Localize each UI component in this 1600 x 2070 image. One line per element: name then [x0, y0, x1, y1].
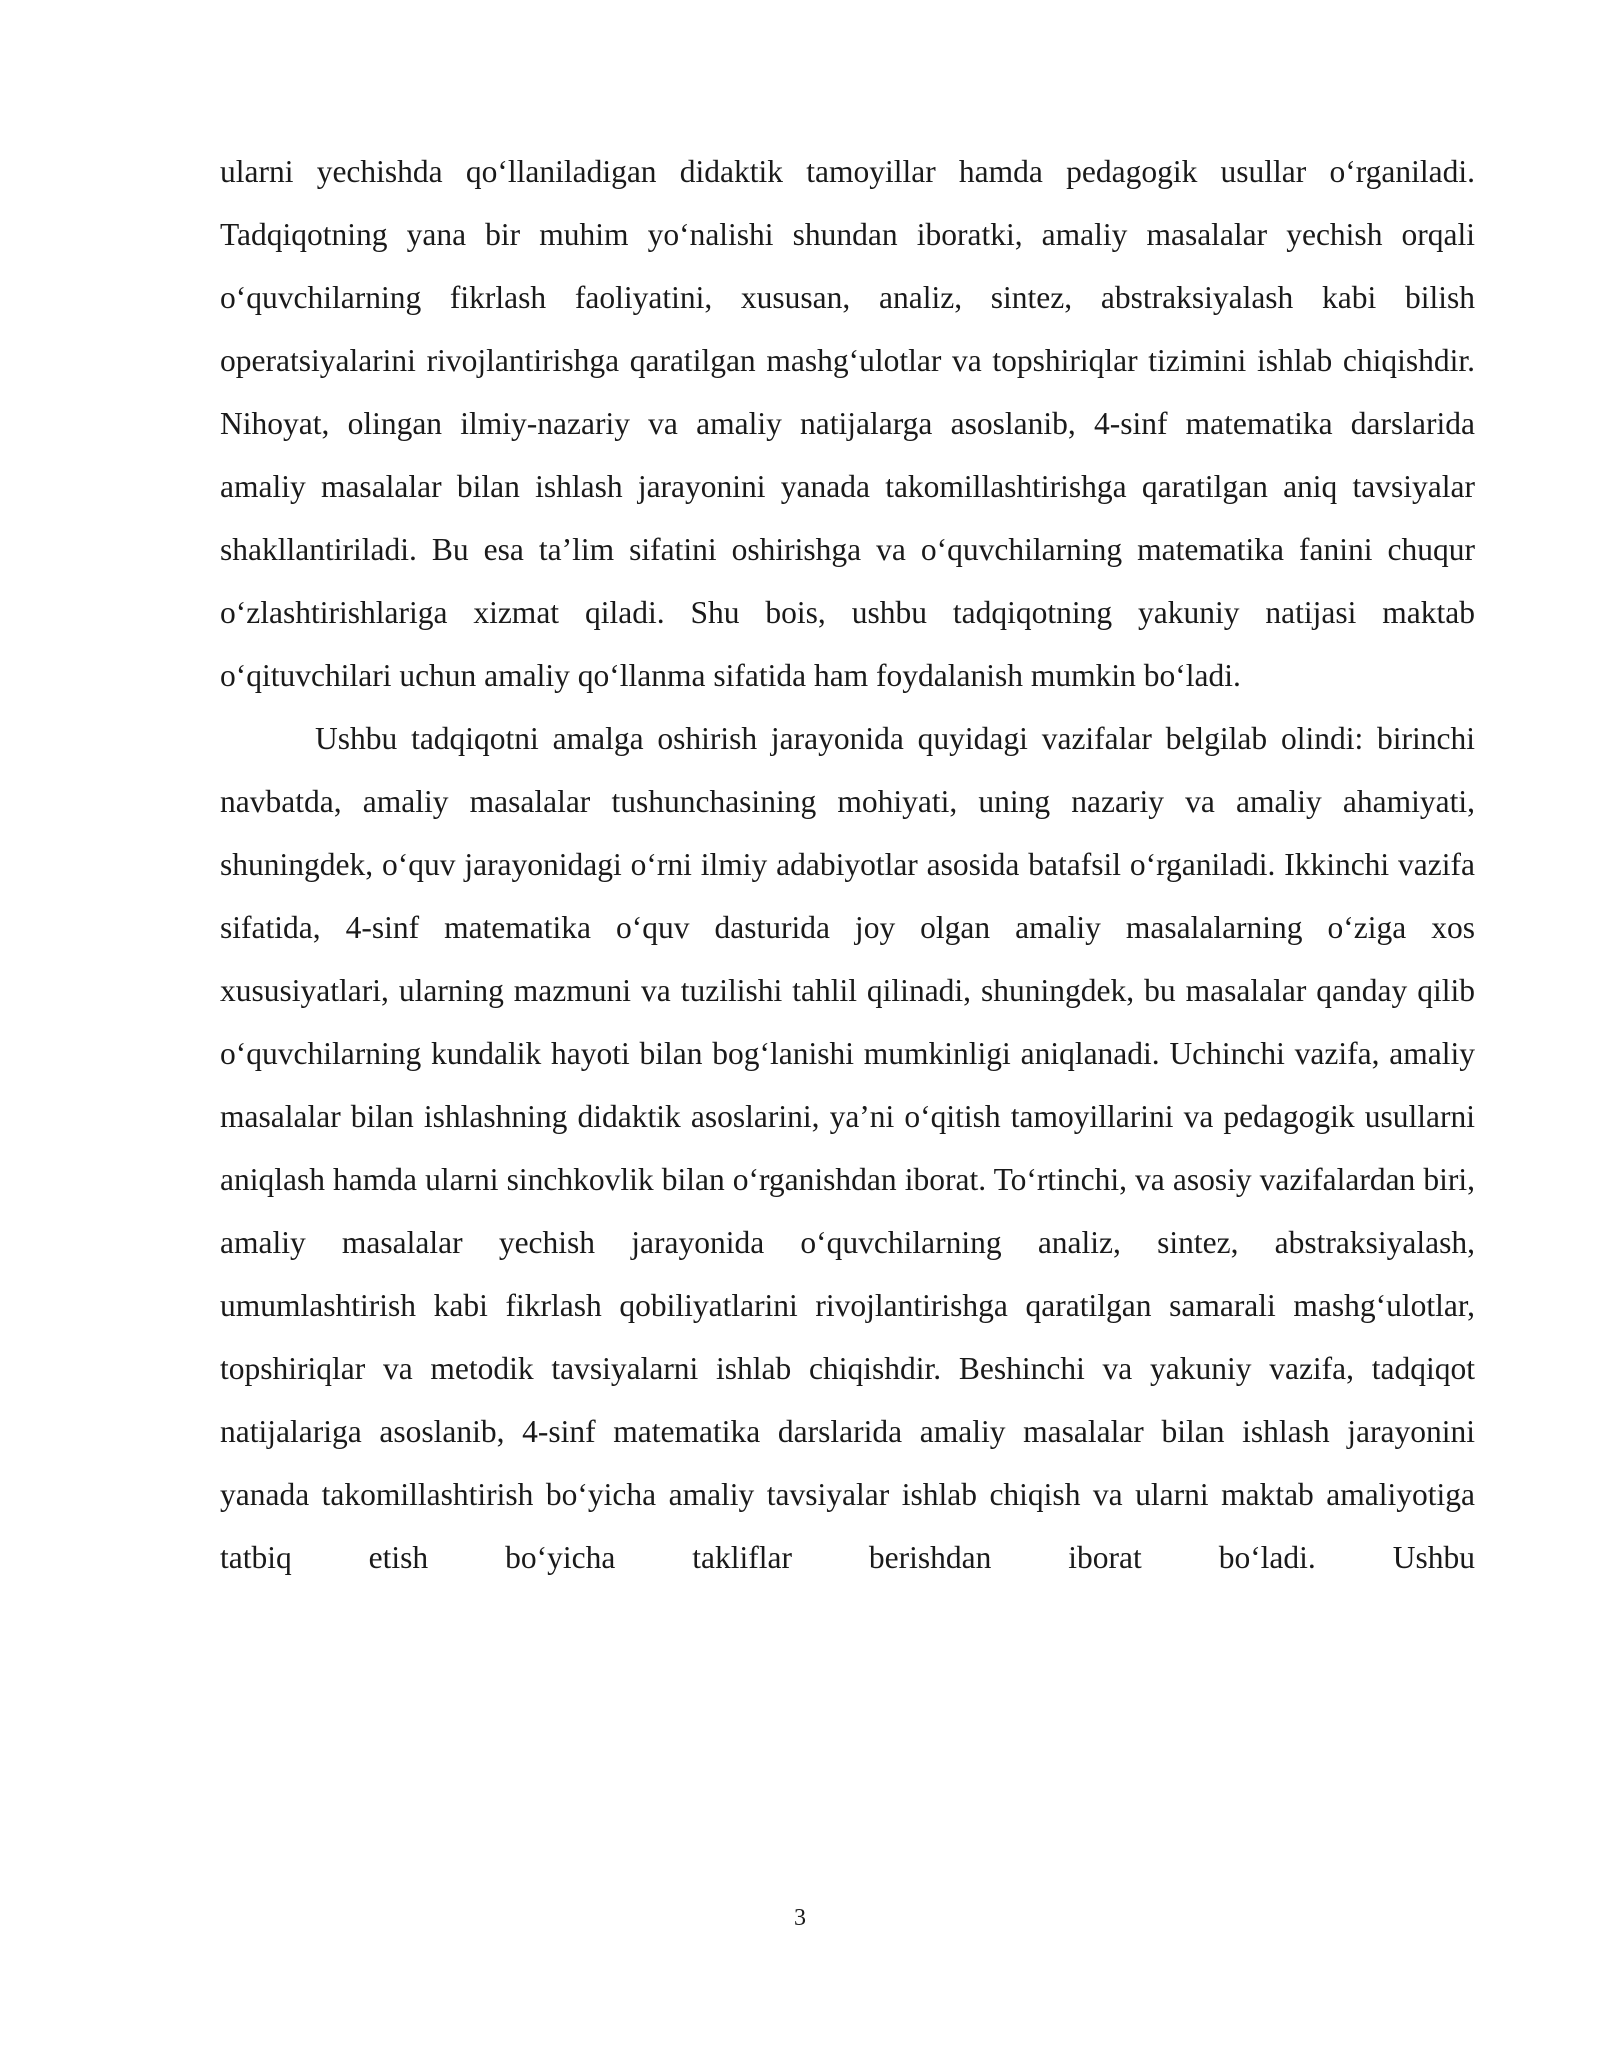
paragraph-tasks: Ushbu tadqiqotni amalga oshirish jarayonida quyidagi vazifalar belgilab olindi: birinchi navbatda, amaliy masalalar tushunchasining mohiyati, uning nazariy va amaliy ahamiyati, shuningdek, o‘quv jarayonidagi o‘rni ilmiy adabiyotlar asosida batafsil o‘rganiladi. Ikkinchi vazifa sifatida, 4-sinf matematika o‘quv dasturida joy olgan amaliy masalalarning o‘ziga xos xususiyatlari, ularning mazmuni va tuzilishi tahlil qilinadi, shuningdek, bu masalalar qanday qilib o‘quvchilarning kundalik hayoti bilan bog‘lanishi mumkinligi aniqlanadi. Uchinchi vazifa, amaliy masalalar bilan ishlashning didaktik asoslarini, ya’ni o‘qitish tamoyillarini va pedagogik usullarni aniqlash hamda ularni sinchkovlik bilan o‘rganishdan iborat. To‘rtinchi, va asosiy vazifalardan biri, amaliy masalalar yechish jarayonida o‘quvchilarning analiz, sintez, abstraksiyalash, umumlashtirish kabi fikrlash qobiliyatlarini rivojlantirishga qaratilgan samarali mashg‘ulotlar, topshiriqlar va metodik tavsiyalarni ishlab chiqishdir. Beshinchi va yakuniy vazifa, tadqiqot natijalariga asoslanib, 4-sinf matematika darslarida amaliy masalalar bilan ishlash jarayonini yanada takomillashtirish bo‘yicha amaliy tavsiyalar ishlab chiqish va ularni maktab amaliyotiga tatbiq etish bo‘yicha takliflar berishdan iborat bo‘ladi. Ushbu [220, 721, 1475, 1575]
body-text [220, 140, 1475, 1589]
paragraph-continued: ularni yechishda qo‘llaniladigan didaktik tamoyillar hamda pedagogik usullar o‘rganiladi. Tadqiqotning yana bir muhim yo‘nalishi shundan iboratki, amaliy masalalar yechish orqali o‘quvchilarning fikrlash faoliyatini, xususan, analiz, sintez, abstraksiyalash kabi bilish operatsiyalarini rivojlantirishga qaratilgan mashg‘ulotlar va topshiriqlar tizimini ishlab chiqishdir. Nihoyat, olingan ilmiy-nazariy va amaliy natijalarga asoslanib, 4-sinf matematika darslarida amaliy masalalar bilan ishlash jarayonini yanada takomillashtirishga qaratilgan aniq tavsiyalar shakllantiriladi. Bu esa ta’lim sifatini oshirishga va o‘quvchilarning matematika fanini chuqur o‘zlashtirishlariga xizmat qiladi. Shu bois, ushbu tadqiqotning yakuniy natijasi maktab o‘qituvchilari uchun amaliy qo‘llanma sifatida ham foydalanish mumkin bo‘ladi. [220, 154, 1475, 693]
page-number: 3 [794, 1905, 806, 1931]
